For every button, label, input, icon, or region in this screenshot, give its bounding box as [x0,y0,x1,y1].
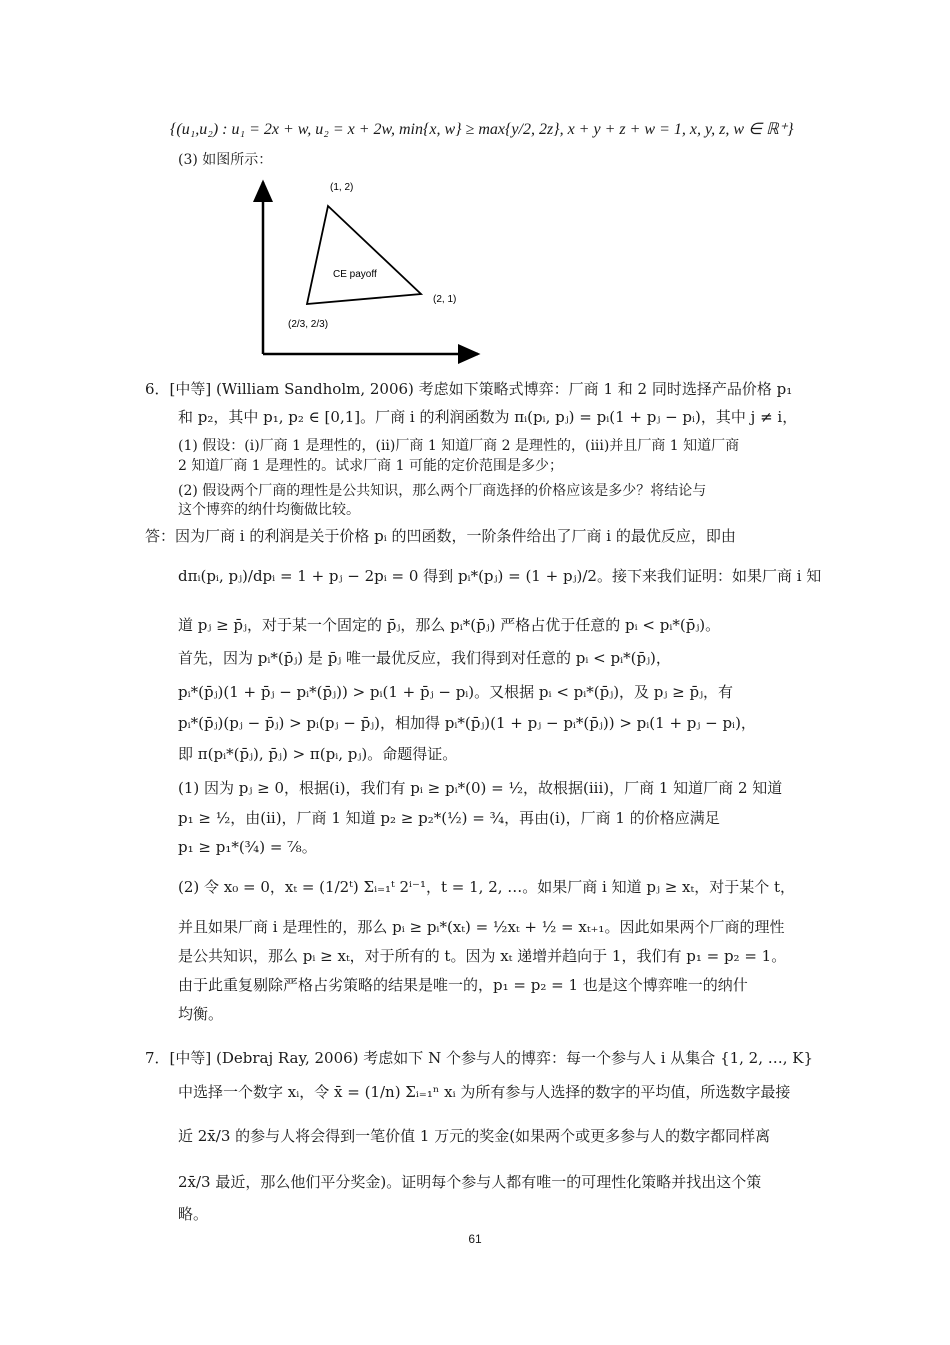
page-number: 61 [468,1232,482,1246]
q6-line3: (1) 假设：(i)厂商 1 是理性的，(ii)厂商 1 知道厂商 2 是理性的，(iii)并且厂商 1 知道厂商 [178,438,740,454]
q6-line1: 6．[中等] (William Sandholm, 2006) 考虑如下策略式博弈：厂商 1 和 2 同时选择产品价格 p₁ [145,380,793,398]
part2-line1: (2) 令 x₀ = 0，xₜ = (1/2ᵗ) Σᵢ₌₁ᵗ 2ⁱ⁻¹，t = 1, 2, …。如果厂商 i 知道 pⱼ ≥ xₜ，对于某个 t， [178,878,796,896]
answer-line6: pᵢ*(p̄ⱼ)(pⱼ − p̄ⱼ) > pᵢ(pⱼ − p̄ⱼ)，相加得 pᵢ*(p̄ⱼ)(1 + pⱼ − pᵢ*(p̄ⱼ)) > pᵢ(1 + pⱼ − pᵢ)， [178,714,756,732]
q7-line2: 中选择一个数字 xᵢ，令 x̄ = (1/n) Σᵢ₌₁ⁿ xᵢ 为所有参与人选择的数字的平均值，所选数字最接 [178,1083,791,1101]
ce-payoff-triangle [307,206,421,304]
vertex-label-bottom-left: (2/3, 2/3) [288,319,329,330]
part1-line1: (1) 因为 pⱼ ≥ 0，根据(i)，我们有 pᵢ ≥ pᵢ*(0) = ½，故根据(iii)，厂商 1 知道厂商 2 知道 [178,779,783,797]
answer-line3: 道 pⱼ ≥ p̄ⱼ，对于某一个固定的 p̄ⱼ，那么 pᵢ*(p̄ⱼ) 严格占优于任意的 pᵢ < pᵢ*(p̄ⱼ)。 [178,616,721,634]
q7-line1: 7．[中等] (Debraj Ray, 2006) 考虑如下 N 个参与人的博弈：每一个参与人 i 从集合 {1, 2, …, K} [145,1049,814,1067]
answer-line2: dπᵢ(pᵢ, pⱼ)/dpᵢ = 1 + pⱼ − 2pᵢ = 0 得到 pᵢ*(pⱼ) = (1 + pⱼ)/2。接下来我们证明：如果厂商 i 知 [178,567,822,585]
q7-line4: 2x̄/3 最近，那么他们平分奖金)。证明每个参与人都有唯一的可理性化策略并找出这个策 [178,1173,762,1191]
q6-line4: 2 知道厂商 1 是理性的。试求厂商 1 可能的定价范围是多少； [178,458,563,474]
answer-line7: 即 π(pᵢ*(p̄ⱼ), p̄ⱼ) > π(pᵢ, pⱼ)。命题得证。 [178,745,458,763]
part2-line4: 由于此重复剔除严格占劣策略的结果是唯一的，p₁ = p₂ = 1 也是这个博弈唯一的纳什 [178,976,748,994]
vertex-label-right: (2, 1) [433,294,457,305]
q6-line5: (2) 假设两个厂商的理性是公共知识，那么两个厂商选择的价格应该是多少？将结论与 [178,483,707,499]
triangle-center-label: CE payoff [333,269,377,280]
ce-payoff-diagram [250,172,490,367]
vertex-label-top: (1, 2) [330,182,354,193]
q6-line6: 这个博弈的纳什均衡做比较。 [178,502,360,518]
q7-line5: 略。 [178,1205,209,1223]
answer-line1: 答：因为厂商 i 的利润是关于价格 pᵢ 的凹函数，一阶条件给出了厂商 i 的最优反应，即由 [145,527,736,545]
part1-line2: p₁ ≥ ½，由(ii)，厂商 1 知道 p₂ ≥ p₂*(½) = ¾，再由(i)，厂商 1 的价格应满足 [178,809,720,827]
part2-line5: 均衡。 [178,1005,224,1023]
part2-line3: 是公共知识，那么 pᵢ ≥ xₜ，对于所有的 t。因为 xₜ 递增并趋向于 1，我们有 p₁ = p₂ = 1。 [178,947,787,965]
part3-label: (3) 如图所示： [178,152,273,168]
q6-line2: 和 p₂，其中 p₁, p₂ ∈ [0,1]。厂商 i 的利润函数为 πᵢ(pᵢ, pⱼ) = pᵢ(1 + pⱼ − pᵢ)，其中 j ≠ i， [178,408,798,426]
part1-line3: p₁ ≥ p₁*(¾) = ⅞。 [178,838,317,856]
part2-line2: 并且如果厂商 i 是理性的，那么 pᵢ ≥ pᵢ*(xₜ) = ½xₜ + ½ = xₜ₊₁。因此如果两个厂商的理性 [178,918,785,936]
answer-line5: pᵢ*(p̄ⱼ)(1 + p̄ⱼ − pᵢ*(p̄ⱼ)) > pᵢ(1 + p̄ⱼ − pᵢ)。又根据 pᵢ < pᵢ*(p̄ⱼ)，及 pⱼ ≥ p̄ⱼ，有 [178,683,734,701]
q7-line3: 近 2x̄/3 的参与人将会得到一笔价值 1 万元的奖金(如果两个或更多参与人的数字都同样离 [178,1127,771,1145]
ce-payoff-set-formula: {(u₁,u₂) : u₁ = 2x + w, u₂ = x + 2w, min{x, w} ≥ max{y/2, 2z}, x + y + z + w = 1, x, y, z, w ∈ ℝ⁺} [170,121,794,138]
answer-line4: 首先，因为 pᵢ*(p̄ⱼ) 是 p̄ⱼ 唯一最优反应，我们得到对任意的 pᵢ < pᵢ*(p̄ⱼ)， [178,649,671,667]
